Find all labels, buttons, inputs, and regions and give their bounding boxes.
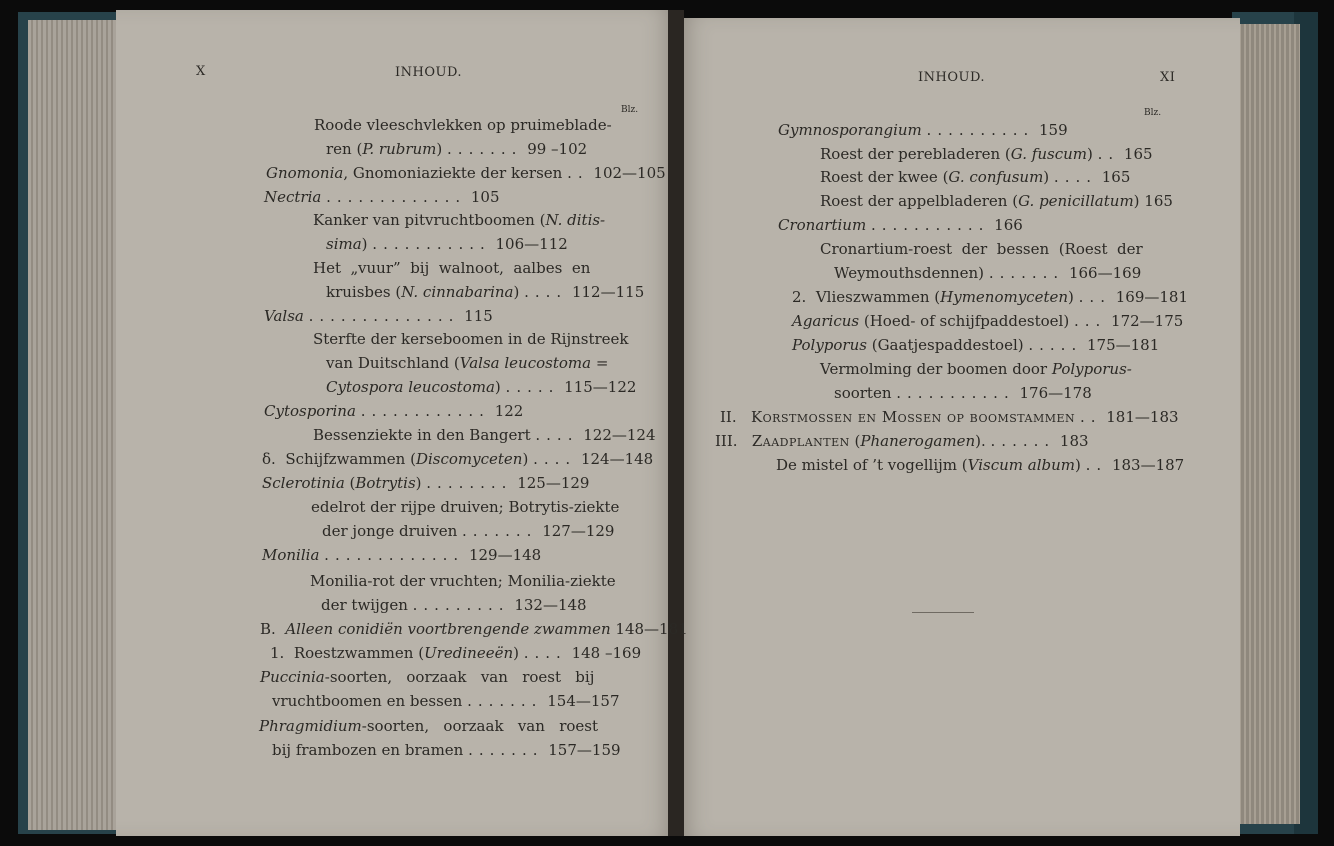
right-running-head: INHOUD. [918,70,986,85]
right-page-stack [1236,24,1300,824]
left-running-head: INHOUD. [395,65,463,80]
toc-entry: bij frambozen en bramen ....... 157—159 [272,741,621,759]
toc-entry: Roest der appelbladeren (G. penicillatum) 165 [820,192,1173,210]
toc-entry: Sclerotinia (Botrytis) ........ 125—129 [262,474,590,492]
toc-entry: Cytosporina ............ 122 [264,402,524,420]
toc-entry: δ. Schijfzwammen (Discomyceten) .... 124—148 [262,450,654,468]
toc-entry: der twijgen ......... 132—148 [321,596,587,614]
toc-entry: edelrot der rijpe druiven; Botrytis-ziekte [311,498,620,516]
toc-entry: Agaricus (Hoed- of schijfpaddestoel) ... 172—175 [792,312,1184,330]
toc-entry: II. Korstmossen en Mossen op boomstammen .. 181—183 [720,408,1179,426]
toc-entry: 2. Vlieszwammen (Hymenomyceten) ... 169—181 [792,288,1188,306]
closing-rule [912,612,974,613]
toc-entry: soorten ........... 176—178 [834,384,1092,402]
book-gutter [668,10,684,836]
right-column-label: Blz. [1144,108,1162,118]
toc-entry: Cronartium ........... 166 [778,216,1023,234]
toc-entry: III. Zaadplanten (Phanerogamen). ...... 183 [715,432,1089,450]
toc-entry: B. Alleen conidiën voortbrengende zwammen 148—181 [260,620,688,638]
toc-entry: Bessenziekte in den Bangert .... 122—124 [313,426,656,444]
toc-entry: der jonge druiven ....... 127—129 [322,522,615,540]
right-page-number: XI [1160,70,1176,85]
toc-entry: kruisbes (N. cinnabarina) .... 112—115 [326,283,645,301]
toc-entry: Cronartium-roest der bessen (Roest der [820,240,1143,258]
toc-entry: De mistel of ’t vogellijm (Viscum album) .. 183—187 [776,456,1185,474]
toc-entry: Phragmidium-soorten, oorzaak van roest [259,717,599,735]
toc-entry: Valsa .............. 115 [264,307,493,325]
toc-entry: ren (P. rubrum) ....... 99 –102 [326,140,588,158]
toc-entry: Weymouthsdennen) ....... 166—169 [834,264,1142,282]
left-page-number: X [196,64,206,79]
toc-entry: Roode vleeschvlekken op pruimeblade- [314,116,612,134]
toc-entry: Monilia ............. 129—148 [262,546,542,564]
toc-entry: Kanker van pitvruchtboomen (N. ditis- [313,211,606,229]
toc-entry: Gnomonia, Gnomoniaziekte der kersen .. 102—105 [266,164,666,182]
toc-entry: Monilia-rot der vruchten; Monilia-ziekte [310,572,616,590]
left-column-label: Blz. [621,105,639,115]
right-page [680,18,1240,836]
toc-entry: Vermolming der boomen door Polyporus- [820,360,1132,378]
toc-entry: Polyporus (Gaatjespaddestoel) ..... 175—181 [792,336,1160,354]
toc-entry: Roest der perebladeren (G. fuscum) .. 165 [820,145,1153,163]
toc-entry: Sterfte der kerseboomen in de Rijnstreek [313,330,629,348]
toc-entry: Cytospora leucostoma) ..... 115—122 [326,378,637,396]
toc-entry: Puccinia-soorten, oorzaak van roest bij [260,668,595,686]
toc-entry: sima) ........... 106—112 [326,235,568,253]
toc-entry: Roest der kwee (G. confusum) .... 165 [820,168,1131,186]
toc-entry: Gymnosporangium .......... 159 [778,121,1068,139]
toc-entry: 1. Roestzwammen (Uredineeën) .... 148 –169 [270,644,642,662]
toc-entry: Het „vuur” bij walnoot, aalbes en [313,259,591,277]
toc-entry: Nectria ............. 105 [264,188,500,206]
toc-entry: van Duitschland (Valsa leucostoma = [326,354,609,372]
toc-entry: vruchtboomen en bessen ....... 154—157 [272,692,620,710]
